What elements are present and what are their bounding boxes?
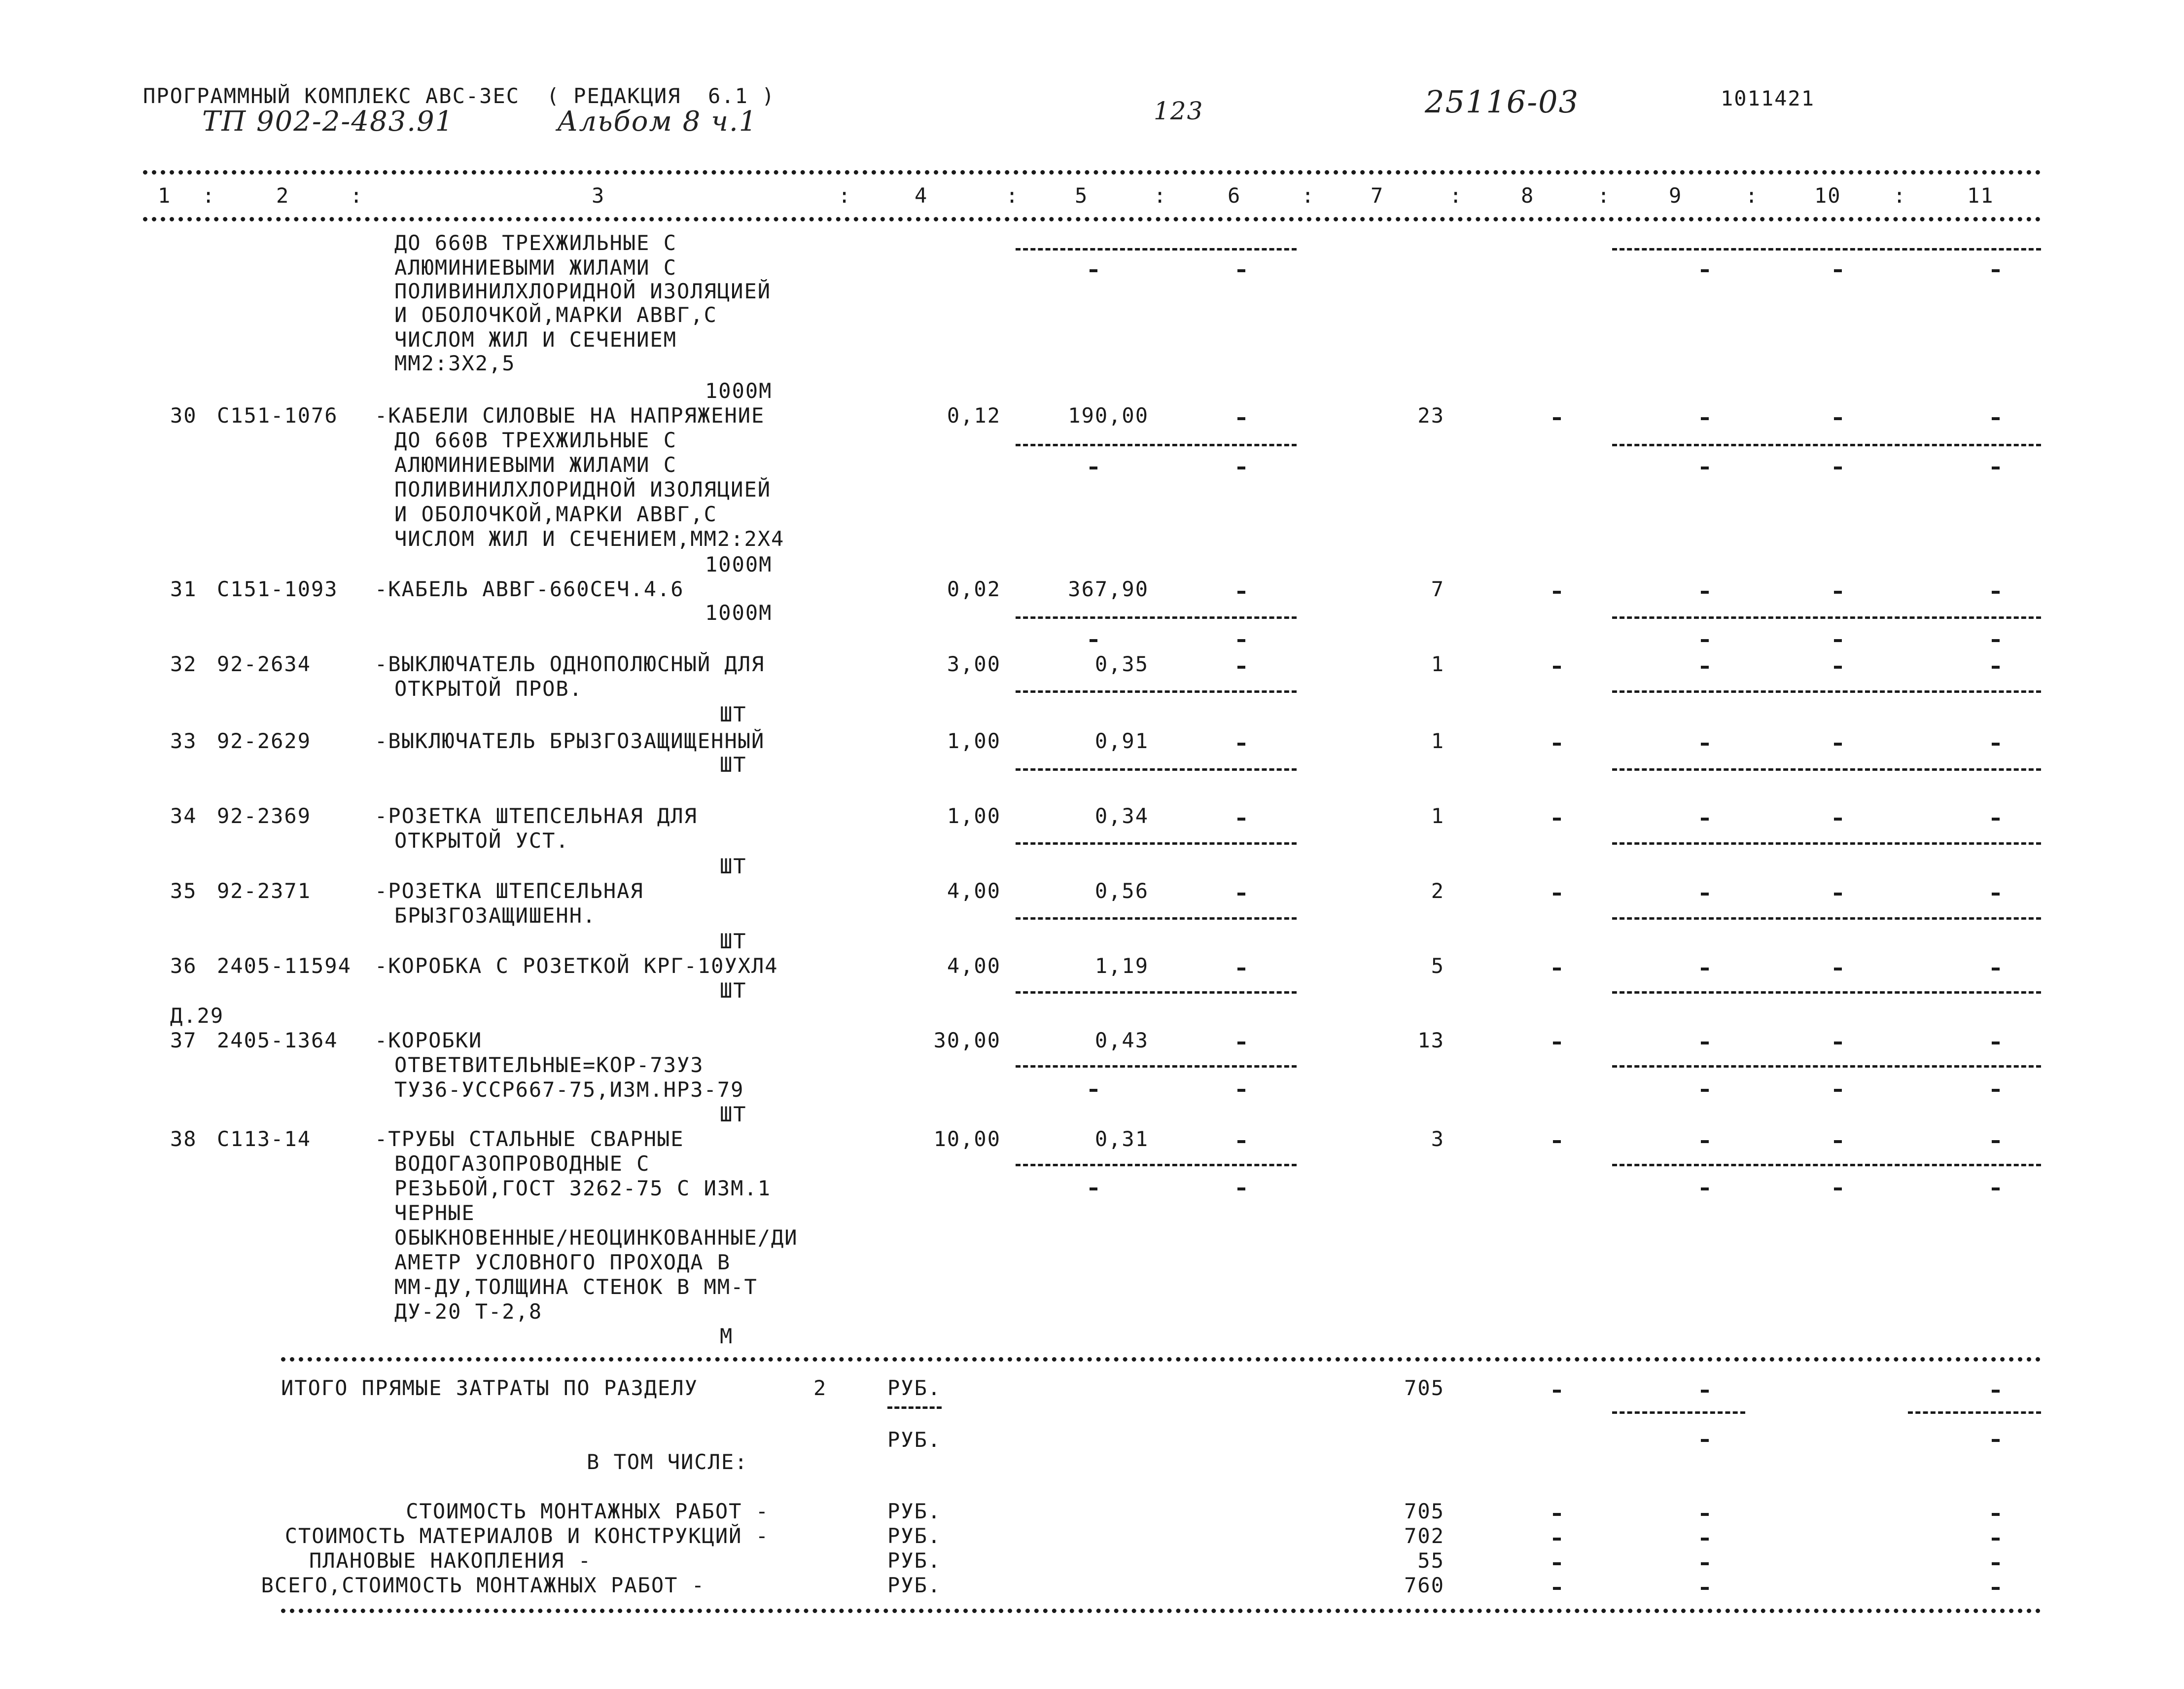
column-separator	[1612, 842, 2041, 845]
column-separator	[1612, 444, 2041, 446]
row-number: 30	[170, 403, 197, 428]
quantity: 4,00	[947, 879, 1001, 903]
empty-value-dash	[1090, 639, 1097, 642]
column-separator	[1016, 991, 1297, 994]
empty-value-dash	[1834, 1187, 1842, 1190]
empty-value-dash	[1701, 639, 1709, 642]
description-line: -ВЫКЛЮЧАТЕЛЬ БРЫЗГОЗАЩИЩЕННЫЙ	[375, 729, 765, 753]
row-number: 36	[170, 954, 197, 978]
column-divider: :	[1302, 183, 1315, 208]
column-separator	[1016, 842, 1297, 845]
row-number: 37	[170, 1028, 197, 1052]
summary-amount: 705	[1404, 1499, 1444, 1523]
empty-value-dash	[1701, 1140, 1709, 1143]
empty-value-dash	[1992, 1187, 2000, 1190]
empty-value-dash	[1553, 743, 1561, 746]
quantity: 3,00	[947, 652, 1001, 676]
unit: 1000М	[705, 379, 773, 403]
empty-value-dash	[1701, 818, 1709, 821]
description-line: ЧИСЛОМ ЖИЛ И СЕЧЕНИЕМ	[394, 327, 677, 352]
quantity: 1,00	[947, 729, 1001, 753]
empty-value-dash	[1553, 417, 1561, 420]
description-line: -КОРОБКА С РОЗЕТКОЙ КРГ-10УХЛ4	[375, 954, 778, 978]
row-number: 35	[170, 879, 197, 903]
document-code: 1011421	[1721, 86, 1815, 110]
empty-value-dash	[1992, 1562, 2000, 1565]
empty-value-dash	[1992, 893, 2000, 896]
description-line: ОБЫКНОВЕННЫЕ/НЕОЦИНКОВАННЫЕ/ДИ	[394, 1225, 798, 1250]
column-header: 1	[158, 183, 172, 208]
empty-value-dash	[1834, 1042, 1842, 1044]
empty-value-dash	[1992, 1513, 2000, 1516]
album-label: Альбом 8 ч.1	[557, 106, 758, 138]
description-line: -КОРОБКИ	[375, 1028, 483, 1052]
unit-price: 190,00	[1068, 403, 1149, 428]
empty-value-dash	[1701, 467, 1709, 469]
totals-rule	[281, 1357, 2041, 1362]
column-header: 7	[1371, 183, 1384, 208]
column-divider: :	[838, 183, 852, 208]
unit: ШТ	[720, 978, 747, 1003]
unit-price: 0,34	[1094, 804, 1149, 828]
empty-value-dash	[1090, 1089, 1097, 1092]
empty-value-dash	[1090, 467, 1097, 469]
description-line: И ОБОЛОЧКОЙ,МАРКИ АВВГ,С	[394, 502, 717, 526]
unit: ШТ	[720, 753, 747, 777]
row-number: 32	[170, 652, 197, 676]
item-code: С151-1076	[217, 403, 338, 428]
column-divider: :	[1745, 183, 1759, 208]
description-line: ПОЛИВИНИЛХЛОРИДНОЙ ИЗОЛЯЦИЕЙ	[394, 279, 772, 303]
empty-value-dash	[1992, 639, 2000, 642]
empty-value-dash	[1992, 818, 2000, 821]
column-separator	[1016, 616, 1297, 619]
empty-value-dash	[1701, 1513, 1709, 1516]
description-line: -РОЗЕТКА ШТЕПСЕЛЬНАЯ	[375, 879, 644, 903]
empty-value-dash	[1237, 1187, 1245, 1190]
empty-value-dash	[1992, 1390, 2000, 1393]
column-separator	[1016, 768, 1297, 771]
description-line: ПОЛИВИНИЛХЛОРИДНОЙ ИЗОЛЯЦИЕЙ	[394, 477, 772, 502]
column-header: 6	[1228, 183, 1241, 208]
quantity: 30,00	[933, 1028, 1001, 1052]
empty-value-dash	[1701, 1439, 1709, 1442]
column-separator	[1612, 1065, 2041, 1068]
description-line: ДУ-20 Т-2,8	[394, 1299, 543, 1324]
totals-label: ИТОГО ПРЯМЫЕ ЗАТРАТЫ ПО РАЗДЕЛУ	[281, 1376, 698, 1400]
column-separator	[1612, 991, 2041, 994]
description-line: ОТКРЫТОЙ ПРОВ.	[394, 677, 583, 701]
column-header: 11	[1967, 183, 1994, 208]
item-code: 92-2369	[217, 804, 312, 828]
empty-value-dash	[1237, 467, 1245, 469]
description-line: -ТРУБЫ СТАЛЬНЫЕ СВАРНЫЕ	[375, 1127, 684, 1151]
unit-price: 367,90	[1068, 577, 1149, 601]
unit-price: 0,31	[1094, 1127, 1149, 1151]
empty-value-dash	[1553, 591, 1561, 594]
row-number: 33	[170, 729, 197, 753]
row-number: 34	[170, 804, 197, 828]
row-number: 31	[170, 577, 197, 601]
summary-label: СТОИМОСТЬ МАТЕРИАЛОВ И КОНСТРУКЦИЙ -	[284, 1524, 769, 1548]
column-separator	[1612, 616, 2041, 619]
description-line: -ВЫКЛЮЧАТЕЛЬ ОДНОПОЛЮСНЫЙ ДЛЯ	[375, 652, 765, 676]
empty-value-dash	[1834, 639, 1842, 642]
column-separator	[1612, 1411, 1745, 1414]
currency: РУБ.	[887, 1376, 942, 1400]
unit-price: 0,35	[1094, 652, 1149, 676]
column-separator	[1612, 917, 2041, 920]
empty-value-dash	[1701, 743, 1709, 746]
empty-value-dash	[1553, 968, 1561, 970]
description-line: ОТВЕТВИТЕЛЬНЫЕ=КОР-73У3	[394, 1053, 704, 1077]
column-divider: :	[1449, 183, 1463, 208]
empty-value-dash	[1090, 269, 1097, 272]
empty-value-dash	[1237, 666, 1245, 669]
unit: ШТ	[720, 929, 747, 953]
empty-value-dash	[1834, 743, 1842, 746]
empty-value-dash	[1237, 417, 1245, 420]
empty-value-dash	[1701, 1538, 1709, 1541]
empty-value-dash	[1992, 1089, 2000, 1092]
empty-value-dash	[1992, 467, 2000, 469]
total-cost: 13	[1417, 1028, 1444, 1052]
unit: ШТ	[720, 854, 747, 878]
total-amount: 705	[1404, 1376, 1444, 1400]
column-separator	[1612, 768, 2041, 771]
column-divider: :	[1006, 183, 1020, 208]
empty-value-dash	[1237, 1140, 1245, 1143]
currency: РУБ.	[887, 1524, 942, 1548]
quantity: 0,12	[947, 403, 1001, 428]
currency: РУБ.	[887, 1548, 942, 1573]
empty-value-dash	[1237, 743, 1245, 746]
unit: ШТ	[720, 702, 747, 726]
empty-value-dash	[1992, 1042, 2000, 1044]
column-separator	[887, 1406, 942, 1409]
description-line: ДО 660В ТРЕХЖИЛЬНЫЕ С	[394, 428, 677, 452]
item-code: 2405-1364	[217, 1028, 338, 1052]
empty-value-dash	[1237, 893, 1245, 896]
empty-value-dash	[1553, 666, 1561, 669]
empty-value-dash	[1834, 1140, 1842, 1143]
empty-value-dash	[1992, 1538, 2000, 1541]
column-divider: :	[350, 183, 364, 208]
empty-value-dash	[1701, 417, 1709, 420]
unit: 1000М	[705, 552, 773, 576]
empty-value-dash	[1834, 417, 1842, 420]
total-cost: 23	[1417, 403, 1444, 428]
column-header: 9	[1669, 183, 1683, 208]
column-separator	[1016, 248, 1297, 251]
column-divider: :	[202, 183, 216, 208]
column-separator	[1016, 444, 1297, 446]
header-bottom-rule	[143, 217, 2041, 221]
description-line: ЧЕРНЫЕ	[394, 1201, 475, 1225]
empty-value-dash	[1237, 591, 1245, 594]
quantity: 1,00	[947, 804, 1001, 828]
empty-value-dash	[1237, 818, 1245, 821]
currency: РУБ.	[887, 1428, 942, 1452]
empty-value-dash	[1237, 269, 1245, 272]
empty-value-dash	[1701, 893, 1709, 896]
summary-amount: 760	[1404, 1573, 1444, 1597]
empty-value-dash	[1701, 1390, 1709, 1393]
description-line: ВОДОГАЗОПРОВОДНЫЕ С	[394, 1151, 650, 1176]
item-code: 92-2371	[217, 879, 312, 903]
quantity: 4,00	[947, 954, 1001, 978]
summary-label: ВСЕГО,СТОИМОСТЬ МОНТАЖНЫХ РАБОТ -	[261, 1573, 705, 1597]
column-separator	[1612, 1164, 2041, 1166]
description-line: ММ2:3Х2,5	[394, 351, 516, 375]
total-cost: 1	[1431, 729, 1444, 753]
empty-value-dash	[1834, 467, 1842, 469]
document-number: 25116-03	[1425, 84, 1580, 120]
column-header: 8	[1521, 183, 1535, 208]
empty-value-dash	[1701, 968, 1709, 970]
project-number: ТП 902-2-483.91	[202, 106, 454, 138]
description-line: -КАБЕЛИ СИЛОВЫЕ НА НАПРЯЖЕНИЕ	[375, 403, 765, 428]
page-number: 123	[1154, 97, 1204, 125]
total-cost: 5	[1431, 954, 1444, 978]
description-line: -КАБЕЛЬ АВВГ-660СЕЧ.4.6	[375, 577, 684, 601]
empty-value-dash	[1992, 269, 2000, 272]
empty-value-dash	[1992, 743, 2000, 746]
description-line: И ОБОЛОЧКОЙ,МАРКИ АВВГ,С	[394, 303, 717, 327]
total-cost: 3	[1431, 1127, 1444, 1151]
empty-value-dash	[1992, 1587, 2000, 1590]
empty-value-dash	[1992, 968, 2000, 970]
column-divider: :	[1893, 183, 1907, 208]
quantity: 10,00	[933, 1127, 1001, 1151]
column-divider: :	[1154, 183, 1167, 208]
quantity: 0,02	[947, 577, 1001, 601]
column-divider: :	[1597, 183, 1611, 208]
item-code: С151-1093	[217, 577, 338, 601]
description-line: -РОЗЕТКА ШТЕПСЕЛЬНАЯ ДЛЯ	[375, 804, 698, 828]
empty-value-dash	[1553, 1538, 1561, 1541]
column-header: 5	[1075, 183, 1089, 208]
empty-value-dash	[1701, 1042, 1709, 1044]
empty-value-dash	[1701, 1089, 1709, 1092]
empty-value-dash	[1701, 591, 1709, 594]
empty-value-dash	[1553, 893, 1561, 896]
empty-value-dash	[1834, 269, 1842, 272]
item-code: С113-14	[217, 1127, 312, 1151]
empty-value-dash	[1553, 1562, 1561, 1565]
empty-value-dash	[1834, 893, 1842, 896]
empty-value-dash	[1834, 1089, 1842, 1092]
total-cost: 7	[1431, 577, 1444, 601]
empty-value-dash	[1553, 1390, 1561, 1393]
empty-value-dash	[1237, 1089, 1245, 1092]
row-note: Д.29	[170, 1004, 224, 1028]
empty-value-dash	[1992, 666, 2000, 669]
empty-value-dash	[1553, 818, 1561, 821]
empty-value-dash	[1090, 1187, 1097, 1190]
empty-value-dash	[1834, 666, 1842, 669]
currency: РУБ.	[887, 1573, 942, 1597]
description-line: АЛЮМИНИЕВЫМИ ЖИЛАМИ С	[394, 453, 677, 477]
empty-value-dash	[1237, 639, 1245, 642]
empty-value-dash	[1992, 417, 2000, 420]
including-label: В ТОМ ЧИСЛЕ:	[587, 1450, 748, 1474]
description-line: ДО 660В ТРЕХЖИЛЬНЫЕ С	[394, 231, 677, 255]
empty-value-dash	[1553, 1513, 1561, 1516]
column-separator	[1016, 1164, 1297, 1166]
column-separator	[1016, 1065, 1297, 1068]
item-code: 92-2629	[217, 729, 312, 753]
description-line: АМЕТР УСЛОВНОГО ПРОХОДА В	[394, 1250, 731, 1274]
empty-value-dash	[1553, 1587, 1561, 1590]
total-cost: 1	[1431, 804, 1444, 828]
description-line: ММ-ДУ,ТОЛЩИНА СТЕНОК В ММ-Т	[394, 1275, 758, 1299]
description-line: РЕЗЬБОЙ,ГОСТ 3262-75 С ИЗМ.1	[394, 1176, 772, 1200]
column-separator	[1908, 1411, 2041, 1414]
total-cost: 1	[1431, 652, 1444, 676]
column-header: 2	[276, 183, 290, 208]
summary-amount: 55	[1417, 1548, 1444, 1573]
empty-value-dash	[1553, 1042, 1561, 1044]
empty-value-dash	[1701, 269, 1709, 272]
summary-label: СТОИМОСТЬ МОНТАЖНЫХ РАБОТ -	[406, 1499, 769, 1523]
empty-value-dash	[1834, 968, 1842, 970]
bottom-rule	[281, 1609, 2041, 1613]
item-code: 2405-11594	[217, 954, 352, 978]
empty-value-dash	[1834, 818, 1842, 821]
empty-value-dash	[1992, 591, 2000, 594]
currency: РУБ.	[887, 1499, 942, 1523]
empty-value-dash	[1992, 1140, 2000, 1143]
description-line: ЧИСЛОМ ЖИЛ И СЕЧЕНИЕМ,ММ2:2Х4	[394, 527, 785, 551]
empty-value-dash	[1701, 1562, 1709, 1565]
column-separator	[1612, 248, 2041, 251]
row-number: 38	[170, 1127, 197, 1151]
total-cost: 2	[1431, 879, 1444, 903]
empty-value-dash	[1701, 666, 1709, 669]
unit-price: 0,91	[1094, 729, 1149, 753]
empty-value-dash	[1834, 591, 1842, 594]
unit: 1000М	[705, 601, 773, 625]
item-code: 92-2634	[217, 652, 312, 676]
unit: ШТ	[720, 1102, 747, 1126]
column-separator	[1016, 917, 1297, 920]
column-separator	[1612, 690, 2041, 693]
empty-value-dash	[1992, 1439, 2000, 1442]
empty-value-dash	[1701, 1187, 1709, 1190]
header-top-rule	[143, 170, 2041, 175]
description-line: ОТКРЫТОЙ УСТ.	[394, 828, 569, 853]
empty-value-dash	[1237, 1042, 1245, 1044]
empty-value-dash	[1701, 1587, 1709, 1590]
column-separator	[1016, 690, 1297, 693]
unit-price: 1,19	[1094, 954, 1149, 978]
empty-value-dash	[1553, 1140, 1561, 1143]
summary-label: ПЛАНОВЫЕ НАКОПЛЕНИЯ -	[309, 1548, 592, 1573]
column-header: 4	[915, 183, 928, 208]
section-number: 2	[813, 1376, 827, 1400]
column-header: 10	[1814, 183, 1841, 208]
description-line: АЛЮМИНИЕВЫМИ ЖИЛАМИ С	[394, 255, 677, 280]
unit-price: 0,56	[1094, 879, 1149, 903]
program-title: ПРОГРАММНЫЙ КОМПЛЕКС АВС-3ЕС ( РЕДАКЦИЯ 6.1 )	[143, 84, 775, 108]
description-line: БРЫЗГОЗАЩИШЕНН.	[394, 903, 597, 928]
column-header: 3	[592, 183, 605, 208]
description-line: ТУ36-УССР667-75,ИЗМ.НР3-79	[394, 1078, 744, 1102]
empty-value-dash	[1237, 968, 1245, 970]
summary-amount: 702	[1404, 1524, 1444, 1548]
unit-price: 0,43	[1094, 1028, 1149, 1052]
unit: М	[720, 1324, 734, 1348]
